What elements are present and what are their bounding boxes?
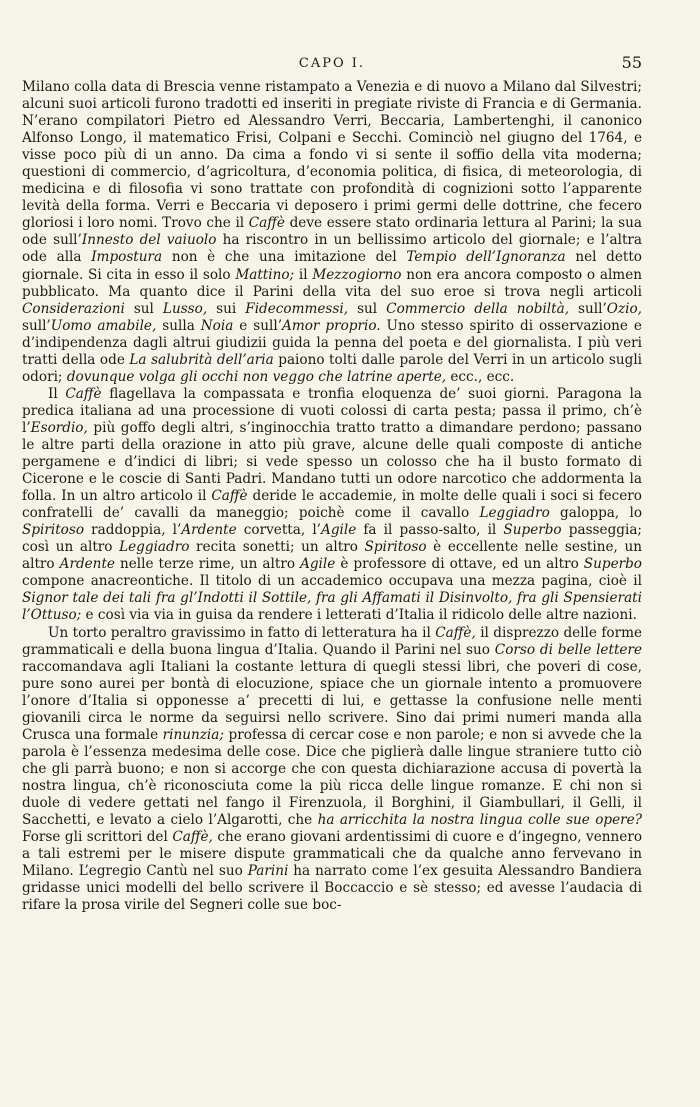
text-run: deve essere stato ordinaria lettura al Parini; la sua ode sull’: [22, 215, 642, 249]
text-run: che erano giovani ardentissimi di cuore e d’ingegno, vennero a tali estremi per le misere dispute grammaticali che da qualche anno fervevano in Milano. L’egregio Cantù nel suo: [22, 829, 642, 880]
text-run: il disprezzo delle forme grammaticali e della buona lingua d’Italia. Quando il Parini nel suo: [22, 624, 642, 658]
text-run: passeggia; così un altro: [22, 522, 643, 556]
text-run: corvetta, l’: [236, 522, 321, 539]
text-run: sull’: [569, 300, 607, 317]
text-run: e sull’: [233, 317, 283, 334]
italic-text: La salubrità dell’aria: [129, 351, 274, 368]
text-run: raccomandava agli Italiani la costante lettura di quegli stessi libri, che poveri di cose, pure sono aurei per bontà di elocuzione, spiace che un giornale intento a promuovere l’onore d’Italia si opponesse a’ precetti di lui, e gettasse la confusione nelle menti giovanili circa le norme da seguirsi nello scrivere. Sino dai primi numeri manda alla Crusca una formale: [22, 658, 642, 743]
text-run: ecc., ecc.: [446, 368, 515, 385]
text-run: deride le accademie, in molte delle quali i soci si fecero confratelli de’ cavalli da maneggio; poichè come il cavallo: [22, 488, 642, 522]
text-run: galoppa, lo: [549, 505, 643, 522]
text-run: più goffo degli altri, s’inginocchia tratto tratto a dimandare perdono; passano le altre parti della orazione in atto più grave, alcune delle quali composte di antiche pergamene e d’indici di libri; si vede spesso un colosso che ha il busto formato di Cicerone e le coscie di Santi Padri. Mandano tutti un odore narcotico che addormenta la folla. In un altro articolo il: [22, 419, 642, 505]
italic-text: Tempio dell’Ignoranza: [406, 249, 566, 266]
italic-text: Ozio,: [606, 300, 642, 317]
text-run: ha riscontro in un bellissimo articolo del giornale; e l’altra ode alla: [22, 232, 643, 266]
italic-text: Superbo: [583, 556, 642, 573]
text-run: sul: [124, 300, 163, 317]
italic-text: Leggiadro: [119, 539, 190, 556]
text-run: è eccellente nelle sestine, un altro: [22, 539, 642, 573]
text-run: Milano colla data di Brescia venne ristampato a Venezia e di nuovo a Milano dal Silvestri; alcuni suoi articoli furono tradotti ed inseriti in pregiate riviste di Francia e di Germania. N’erano compilatori Pietro ed Alessandro Verri, Beccaria, Lambertenghi, il canonico Alfonso Longo, il matematico Frisi, Colpani e Secchi. Cominciò nel giugno del 1764, e visse poco più di un anno. Da cima a fondo vi si sente il soffio della vita moderna; questioni di commercio, d’agricoltura, d’economia politica, di fisica, di meteorologia, di medicina e di filosofia vi sono trattate con profondità di cognizioni sotto l’apparente levità della forma. Verri e Beccaria vi deposero i primi germi delle dottrine, che fecero gloriosi i loro nomi. Trovo che il: [22, 79, 642, 232]
italic-text: Mattino;: [235, 266, 295, 283]
text-run: non era ancora composto o almen pubblicato. Ma quanto dice il Parini della vita del suo eroe si trova negli articoli: [22, 266, 642, 300]
italic-text: Leggiadro: [479, 505, 550, 522]
italic-text: Caffè,: [435, 624, 476, 641]
italic-text: Mezzogiorno: [312, 266, 402, 283]
text-run: Forse gli scrittori del: [22, 829, 173, 846]
italic-text: Caffè: [248, 215, 285, 232]
italic-text: Impostura: [91, 249, 163, 266]
italic-text: Agile: [321, 522, 357, 539]
italic-text: Spiritoso: [22, 522, 85, 539]
text-run: sull’: [22, 317, 51, 334]
italic-text: Parini: [247, 863, 289, 880]
text-run: Il: [48, 385, 66, 402]
italic-text: Spiritoso: [364, 539, 427, 556]
text-run: sui: [207, 300, 246, 317]
italic-text: Superbo: [503, 522, 562, 539]
italic-text: Esordio,: [30, 419, 88, 436]
italic-text: dovunque volga gli occhi non veggo che latrine aperte,: [66, 368, 447, 385]
text-run: nel detto giornale. Si cita in esso il solo: [22, 249, 642, 283]
text-run: sul: [348, 300, 387, 317]
page-number: 55: [621, 53, 642, 72]
text-run: recita sonetti; un altro: [189, 539, 365, 556]
text-run: ha narrato come l’ex gesuita Alessandro Bandiera gridasse unici modelli del bello scrivere il Boccaccio e sè stesso; ed avesse l’audacia di rifare la prosa virile del Segneri colle sue boc-: [22, 863, 643, 914]
italic-text: Signor tale dei tali fra gl’Indotti il Sottile, fra gli Affamati il Disinvolto, fra gli Spensierati l’Ottuso;: [22, 590, 642, 624]
italic-text: Considerazioni: [22, 300, 125, 317]
text-run: compone anacreontiche. Il titolo di un accademico occupava una mezza pagina, cioè il: [22, 573, 642, 590]
italic-text: Innesto del vaiuolo: [81, 232, 217, 249]
text-run: sulla: [156, 317, 201, 334]
italic-text: Caffè,: [172, 829, 213, 846]
paragraph-2: [22, 386, 642, 625]
italic-text: Ardente: [181, 522, 237, 539]
text-run: Uno stesso spirito di osservazione e d’indipendenza dagli altrui giudizii guida la penna del poeta e del giornalista. I più veri tratti della ode: [22, 317, 642, 368]
paragraph-1: [22, 79, 642, 386]
text-run: flagellava la compassata e tronfia eloquenza de’ suoi giorni. Paragona la predica italiana ad una processione di vuoti colossi di carta pesta; passa il primo, ch’è l’: [22, 385, 642, 436]
italic-text: Uomo amabile,: [50, 317, 157, 334]
running-title: CAPO I.: [298, 56, 366, 71]
italic-text: ha arricchita la nostra lingua colle sue opere?: [317, 812, 642, 829]
text-run: professa di cercar cose e non parole; e non si avvede che la parola è l’essenza medesima delle cose. Dice che piglierà dalle lingue straniere tutto ciò che gli parrà buono; e non si accorge che con questa dichiarazione accusa di povertà la nostra lingua, ch’è riconosciuta come la più ricca delle lingue romanze. E chi non si duole di vedere gettati nel fango il Firenzuola, il Borghini, il Giambullari, il Gelli, il Sacchetti, e levato a cielo l’Algarotti, che: [22, 726, 642, 829]
text-run: raddoppia, l’: [84, 522, 182, 539]
italic-text: Amor proprio.: [282, 317, 381, 334]
italic-text: Agile: [300, 556, 336, 573]
italic-text: Corso di belle lettere: [494, 641, 642, 658]
text-run: Un torto peraltro gravissimo in fatto di letteratura ha il: [48, 624, 436, 641]
text-run: fa il passo-salto, il: [356, 522, 504, 539]
page-header: [22, 53, 642, 78]
text-run: il: [294, 266, 313, 283]
italic-text: Lusso,: [162, 300, 208, 317]
body-text: [22, 79, 642, 914]
text-run: nelle terze rime, un altro: [114, 556, 301, 573]
italic-text: rinunzia;: [162, 726, 224, 743]
text-run: non è che una imitazione del: [162, 249, 407, 266]
italic-text: Caffè: [65, 385, 102, 402]
text-run: paiono tolti dalle parole del Verri in un articolo sugli odori;: [22, 351, 643, 385]
text-run: è professore di ottave, ed un altro: [335, 556, 584, 573]
italic-text: Noia: [200, 317, 234, 334]
text-run: e così via via in guisa da rendere i letterati d’Italia il ridicolo delle altre nazioni.: [81, 607, 637, 624]
italic-text: Ardente: [59, 556, 115, 573]
italic-text: Fidecommessi,: [245, 300, 349, 317]
italic-text: Commercio della nobiltà,: [386, 300, 570, 317]
paragraph-3: [22, 625, 642, 915]
italic-text: Caffè: [211, 488, 248, 505]
